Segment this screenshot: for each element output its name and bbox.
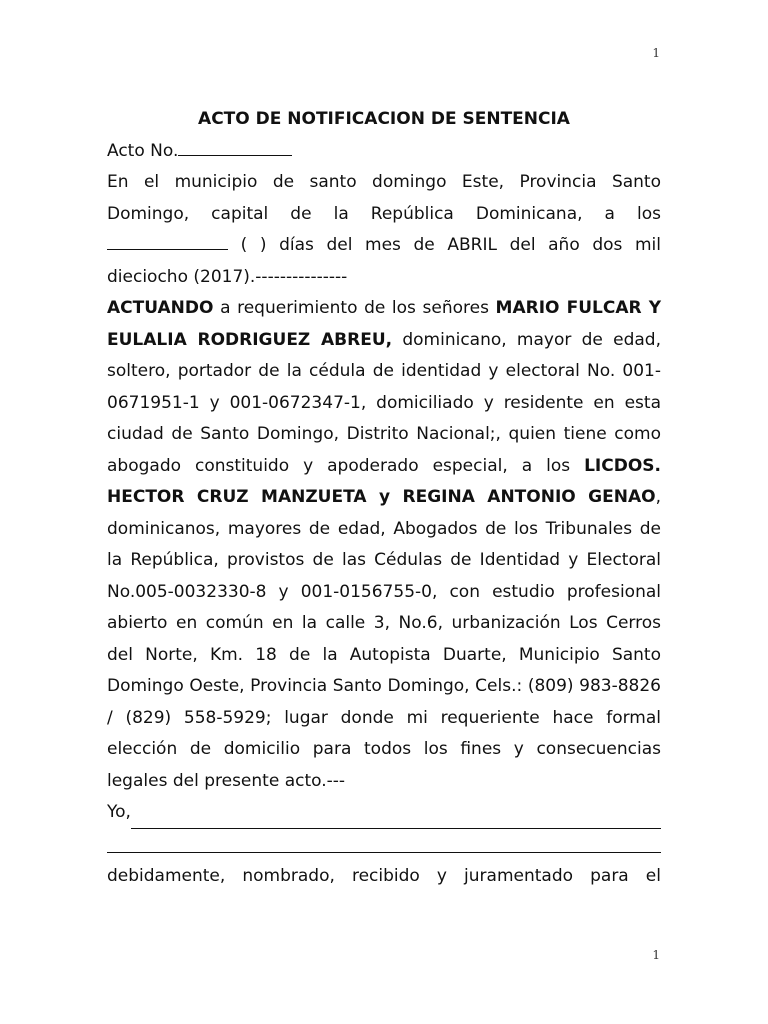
page-number-top: 1 xyxy=(652,46,660,60)
p2-text-1: a requerimiento de los señores xyxy=(213,298,496,318)
paragraph-actuando xyxy=(107,293,661,797)
bailiff-name-blank-2 xyxy=(107,829,661,853)
p2-text-2: dominicano, mayor de edad, soltero, portador de la cédula de identidad y electoral No. 001-0671951-1 y 001-0672347-1, domiciliado y residente en esta ciudad de Santo Domingo, Distrito Nacional;, quien tiene como abogado constituido y apoderado especial, a los xyxy=(107,329,661,476)
actuando-word: ACTUANDO xyxy=(107,298,214,318)
yo-label: Yo, xyxy=(107,802,131,822)
lawyer-names: LICDOS. HECTOR CRUZ MANZUETA y REGINA ANTONIO GENAO xyxy=(107,455,661,507)
p1-text-b: ( ) días del mes de ABRIL del año dos mil dieciocho (2017).--------------- xyxy=(107,235,661,287)
acto-number-blank xyxy=(178,139,292,156)
day-blank xyxy=(107,233,228,250)
yo-line xyxy=(107,797,661,829)
bailiff-name-blank xyxy=(131,812,661,829)
document-title: ACTO DE NOTIFICACION DE SENTENCIA xyxy=(198,109,570,129)
p1-text-a: En el municipio de santo domingo Este, Provincia Santo Domingo, capital de la República Dominicana, a los xyxy=(107,172,661,224)
acto-label: Acto No. xyxy=(107,140,179,161)
p2-text-3: , dominicanos, mayores de edad, Abogados de los Tribunales de la República, provistos de las Cédulas de Identidad y Electoral No.005-0032330-8 y 001-0156755-0, con estudio profesional abierto en común en la calle 3, No.6, urbanización Los Cerros del Norte, Km. 18 de la Autopista Duarte, Municipio Santo Domingo Oeste, Provincia Santo Domingo, Cels.: (809) 983-8826 / (829) 558-5929; lugar donde mi requeriente hace formal elección de domicilio para todos los fines y consecuencias legales del presente acto.--- xyxy=(107,487,661,791)
p3-text: debidamente, nombrado, recibido y juramentado para el xyxy=(107,865,661,886)
document-body xyxy=(107,104,661,892)
requester-names: MARIO FULCAR Y EULALIA RODRIGUEZ ABREU, xyxy=(107,298,662,350)
paragraph-debidamente xyxy=(107,861,661,893)
page-number-bottom: 1 xyxy=(652,948,660,962)
acto-number-line xyxy=(107,136,661,168)
paragraph-location-date xyxy=(107,167,661,293)
